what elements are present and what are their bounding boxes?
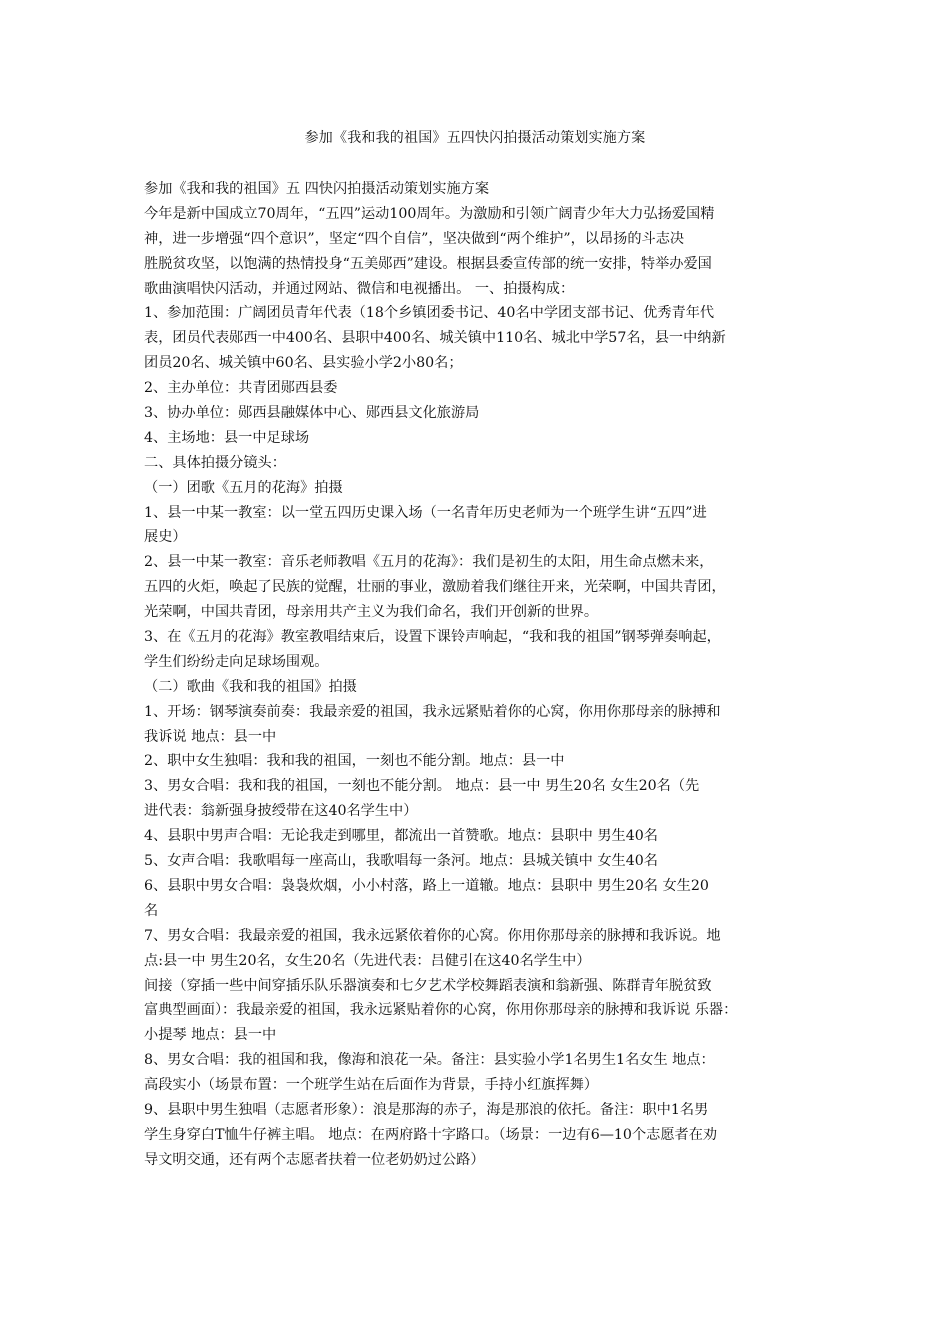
document-line: 展史） [144, 529, 187, 546]
document-line: 2、主办单位：共青团郧西县委 [144, 380, 338, 397]
document-line: 1、开场：钢琴演奏前奏：我最亲爱的祖国，我永远紧贴着你的心窝，你用你那母亲的脉搏和 [144, 703, 721, 720]
document-line: 4、县职中男声合唱：无论我走到哪里，都流出一首赞歌。地点：县职中 男生40名 [144, 828, 658, 845]
document-line: 参加《我和我的祖国》五 四快闪拍摄活动策划实施方案 [144, 181, 490, 197]
document-line: 9、县职中男生独唱（志愿者形象）：浪是那海的赤子，海是那浪的依托。备注：职中1名男 [144, 1101, 709, 1118]
document-line: 歌曲演唱快闪活动，并通过网站、微信和电视播出。 一、拍摄构成： [144, 280, 575, 297]
document-line: 团员20名、城关镇中60名、县实验小学2小80名； [144, 355, 463, 372]
document-line: 表，团员代表郧西一中400名、县职中400名、城关镇中110名、城北中学57名，县一中纳新 [144, 330, 726, 347]
document-line: 2、县一中某一教室：音乐老师教唱《五月的花海》：我们是初生的太阳，用生命点燃未来， [144, 554, 714, 571]
document-line: 7、男女合唱：我最亲爱的祖国，我永远紧依着你的心窝。你用你那母亲的脉搏和我诉说。地 [144, 927, 721, 944]
document-line: （二）歌曲《我和我的祖国》拍摄 [144, 678, 357, 695]
document-line: 我诉说 地点：县一中 [144, 728, 277, 745]
document-line: 2、职中女生独唱：我和我的祖国，一刻也不能分割。地点：县一中 [144, 753, 565, 770]
document-line: 5、女声合唱：我歌唱每一座高山，我歌唱每一条河。地点：县城关镇中 女生40名 [144, 853, 658, 870]
document-line: （一）团歌《五月的花海》拍摄 [144, 479, 343, 496]
document-line: 学生身穿白T恤牛仔裤主唱。 地点：在两府路十字路口。（场景：一边有6—10个志愿者在劝 [144, 1126, 718, 1143]
document-line: 小提琴 地点：县一中 [144, 1027, 277, 1044]
document-line: 1、参加范围：广阔团员青年代表（18个乡镇团委书记、40名中学团支部书记、优秀青年代 [144, 305, 715, 322]
document-line: 胜脱贫攻坚，以饱满的热情投身“五美郧西”建设。根据县委宣传部的统一安排，特举办爱国 [144, 255, 712, 272]
document-line: 间接（穿插一些中间穿插乐队乐器演奏和七夕艺术学校舞蹈表演和翁新强、陈群青年脱贫致 [144, 977, 712, 994]
document-line: 1、县一中某一教室：以一堂五四历史课入场（一名青年历史老师为一个班学生讲“五四”进 [144, 504, 707, 521]
document-line: 学生们纷纷走向足球场围观。 [144, 653, 329, 670]
document-line: 8、男女合唱：我的祖国和我，像海和浪花一朵。备注：县实验小学1名男生1名女生 地点： [144, 1052, 715, 1069]
document-line: 今年是新中国成立70周年，“五四”运动100周年。为激励和引领广阔青少年大力弘扬爱国精 [144, 205, 715, 222]
document-body [144, 177, 814, 1173]
document-line: 高段实小（场景布置：一个班学生站在后面作为背景，手持小红旗挥舞） [144, 1077, 599, 1094]
document-line: 4、主场地：县一中足球场 [144, 429, 310, 446]
document-line: 6、县职中男女合唱：袅袅炊烟，小小村落，路上一道辙。地点：县职中 男生20名 女生20 [144, 877, 709, 894]
document-line: 名 [144, 902, 159, 919]
document-title: 参加《我和我的祖国》五四快闪拍摄活动策划实施方案 [304, 130, 646, 146]
document-line: 富典型画面）：我最亲爱的祖国，我永远紧贴着你的心窝，你用你那母亲的脉搏和我诉说 乐器： [144, 1002, 738, 1019]
document-line: 3、协办单位：郧西县融媒体中心、郧西县文化旅游局 [144, 405, 480, 422]
document-line: 五四的火炬，唤起了民族的觉醒，壮丽的事业，激励着我们继往开来，光荣啊，中国共青团， [144, 579, 726, 596]
document-line: 导文明交通，还有两个志愿者扶着一位老奶奶过公路） [144, 1151, 485, 1168]
document-line: 神，进一步增强“四个意识”，坚定“四个自信”，坚决做到“两个维护”，以昂扬的斗志决 [144, 230, 685, 247]
document-line: 光荣啊，中国共青团，母亲用共产主义为我们命名，我们开创新的世界。 [144, 604, 599, 621]
document-line: 3、在《五月的花海》教室教唱结束后，设置下课铃声响起，“我和我的祖国”钢琴弹奏响起， [144, 629, 721, 646]
document-line: 二、具体拍摄分镜头： [144, 454, 286, 471]
document-line: 3、男女合唱：我和我的祖国，一刻也不能分割。 地点：县一中 男生20名 女生20名（先 [144, 778, 700, 795]
document-line: 进代表：翁新强身披绶带在这40名学生中） [144, 803, 418, 820]
document-line: 点:县一中 男生20名，女生20名（先进代表：吕健引在这40名学生中） [144, 952, 591, 969]
